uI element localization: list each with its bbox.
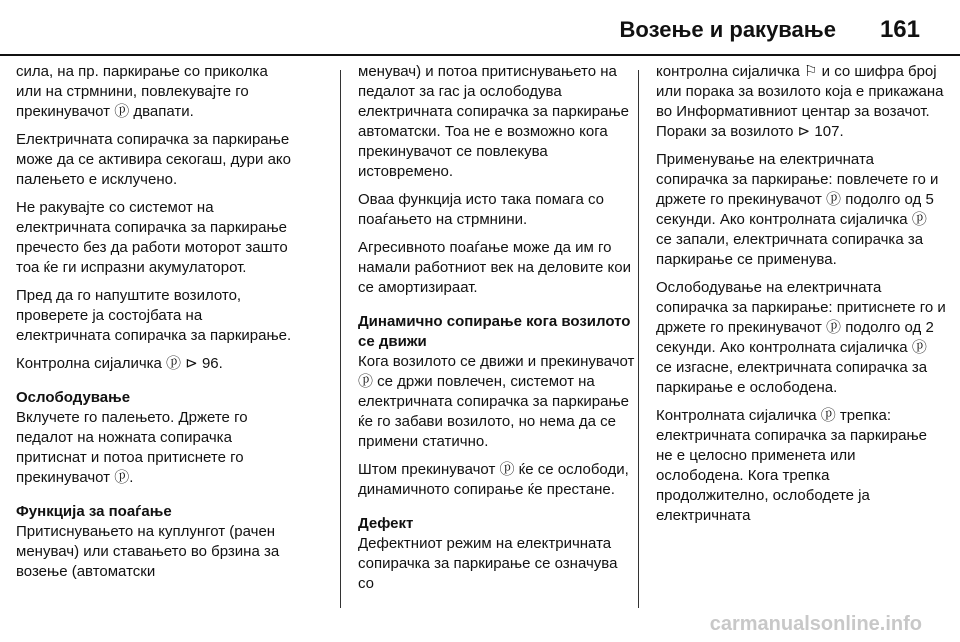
column-divider-1 xyxy=(340,70,341,608)
paragraph: контролна сијаличка ⚐ и со шифра број или порака за возилото која е прикажана во Информативниот центар за возачот. Пораки за возилото ⊳ 107. xyxy=(656,63,944,140)
text-column-1 xyxy=(16,62,294,590)
paragraph: Применување на електричната сопирачка за паркирање: повлечете го и држете го прекинувачот ⓟ подолго од 5 секунди. Ако контролната сијаличка ⓟ се запали, електричната сопирачка за паркирање се применува. xyxy=(656,151,939,268)
page-header xyxy=(0,12,920,48)
section-heading: Дефект xyxy=(358,515,414,532)
paragraph: Контролна сијаличка ⓟ ⊳ 96. xyxy=(16,355,223,372)
text-column-2 xyxy=(358,62,636,602)
paragraph: Вклучете го палењето. Држете го педалот на ножната сопирачка притиснат и потоа притиснете го прекинувачот ⓟ. xyxy=(16,409,248,486)
paragraph: Контролната сијаличка ⓟ трепка: електричната сопирачка за паркирање не е целосно применета или ослободена. Кога трепка продолжително, ослободете ја електричната xyxy=(656,407,928,524)
paragraph: менувач) и потоа притиснувањето на педалот за гас ја ослободува електричната сопирачка за паркирање автоматски. Тоа не е возможно кога прекинувачот се повлекува истовремено. xyxy=(358,63,630,180)
paragraph: Ослободување на електричната сопирачка за паркирање: притиснете го и држете го прекинувачот ⓟ подолго од 2 секунди. Ако контролната сијаличка ⓟ се изгасне, електричната сопирачка за паркирање е ослободена. xyxy=(656,279,946,396)
paragraph: Дефектниот режим на електричната сопирачка за паркирање се означува со xyxy=(358,535,618,592)
text-column-3 xyxy=(656,62,946,534)
header-rule xyxy=(0,54,960,56)
paragraph: Агресивното поаѓање може да им го намали работниот век на деловите кои се амортизираат. xyxy=(358,239,631,296)
paragraph: Електричната сопирачка за паркирање може да се активира секогаш, дури ако палењето е исклучено. xyxy=(16,131,291,188)
paragraph: Кога возилото се движи и прекинувачот ⓟ се држи повлечен, системот на електричната сопирачка за паркирање ќе го забави возилото, но нема да се примени статично. xyxy=(358,353,635,450)
paragraph: Пред да го напуштите возилото, проверете ја состојбата на електричната сопирачка за паркирање. xyxy=(16,287,292,344)
paragraph: Оваа функција исто така помага со поаѓањето на стрмнини. xyxy=(358,191,604,228)
paragraph: Не ракувајте со системот на електричната сопирачка за паркирање пречесто без да работи моторот зашто тоа ќе ги испразни акумулаторот. xyxy=(16,199,288,276)
paragraph: сила, на пр. паркирање со приколка или на стрмнини, повлекувајте го прекинувачот ⓟ двапати. xyxy=(16,63,268,120)
paragraph: Притиснувањето на куплунгот (рачен менувач) или ставањето во брзина за возење (автоматски xyxy=(16,523,280,580)
section-heading: Динамично сопирање кога возилото се движи xyxy=(358,313,631,350)
paragraph: Штом прекинувачот ⓟ ќе се ослободи, динамичното сопирање ќе престане. xyxy=(358,461,629,498)
watermark: carmanualsonline.info xyxy=(709,613,922,635)
column-divider-2 xyxy=(638,70,639,608)
section-heading: Ослободување xyxy=(16,389,131,406)
page-title: Возење и ракување xyxy=(619,17,836,42)
page-number: 161 xyxy=(879,16,920,43)
section-heading: Функција за поаѓање xyxy=(16,503,172,520)
